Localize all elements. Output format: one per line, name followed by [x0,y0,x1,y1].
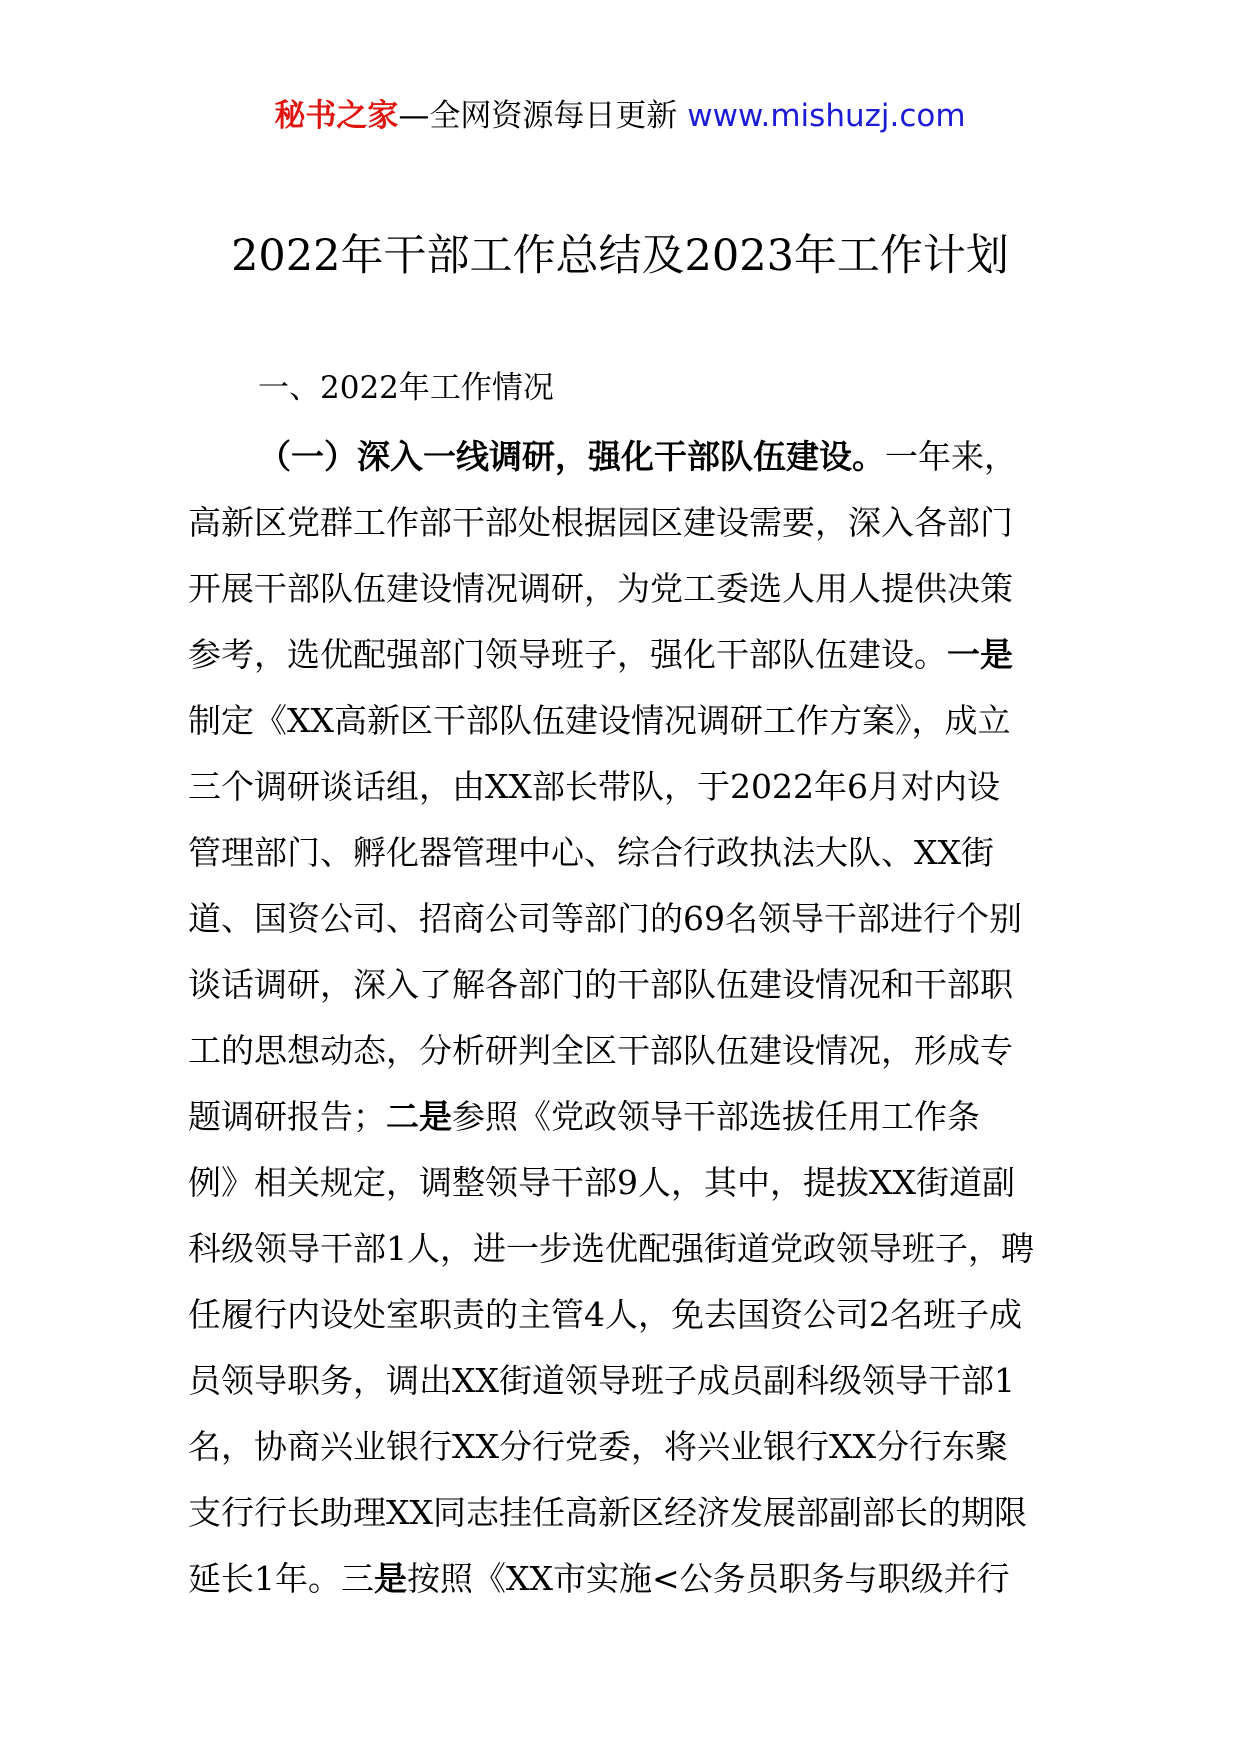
body-line [188,622,1056,688]
body-line: 道、国资公司、招商公司等部门的69名领导干部进行个别 [188,899,1022,938]
body-line: 制定《XX高新区干部队伍建设情况调研工作方案》，成立 [188,701,1011,740]
body-line: 三个调研谈话组，由XX部长带队，于2022年6月对内设 [188,767,1000,806]
body-line [188,1546,1056,1612]
body-line: 例》相关规定，调整领导干部9人，其中，提拔XX街道副 [188,1163,1015,1202]
body-text: 按照《XX市实施<公务员职务与职级并行 [407,1559,1010,1598]
point-marker: 一是 [947,635,1013,674]
subsection-heading: （一）深入一线调研，强化干部队伍建设。 [258,437,885,476]
body-line: 员领导职务，调出XX街道领导班子成员副科级领导干部1 [188,1361,1015,1400]
section-heading: 一、2022年工作情况 [258,370,554,406]
body-line: 高新区党群工作部干部处根据园区建设需要，深入各部门 [188,503,1013,542]
body-line: 任履行内设处室职责的主管4人，免去国资公司2名班子成 [188,1295,1022,1334]
document-body [188,424,1056,1612]
body-line: 工的思想动态，分析研判全区干部队伍建设情况，形成专 [188,1031,1013,1070]
point-marker: 是 [374,1559,407,1598]
document-title: 2022年干部工作总结及2023年工作计划 [231,231,1009,281]
body-line: 开展干部队伍建设情况调研，为党工委选人用人提供决策 [188,569,1013,608]
body-text: 一年来， [885,437,1017,476]
body-line [188,1084,1056,1150]
body-text: 题调研报告； [188,1097,386,1136]
body-line: 管理部门、孵化器管理中心、综合行政执法大队、XX街 [188,833,994,872]
body-line [188,424,1056,490]
body-text: 延长1年。三 [188,1559,374,1598]
brand-name: 秘书之家 [274,98,399,134]
body-text: 参照《党政领导干部选拔任用工作条 [452,1097,980,1136]
point-marker: 二是 [386,1097,452,1136]
site-banner [0,96,1240,136]
body-text: 参考，选优配强部门领导班子，强化干部队伍建设。 [188,635,947,674]
body-line: 支行行长助理XX同志挂任高新区经济发展部副部长的期限 [188,1493,1027,1532]
body-line: 名，协商兴业银行XX分行党委，将兴业银行XX分行东聚 [188,1427,1008,1466]
body-line: 谈话调研，深入了解各部门的干部队伍建设情况和干部职 [188,965,1013,1004]
body-line: 科级领导干部1人，进一步选优配强街道党政领导班子，聘 [188,1229,1034,1268]
banner-tagline: —全网资源每日更新 [398,98,688,134]
site-url-link[interactable]: www.mishuzj.com [687,98,966,134]
